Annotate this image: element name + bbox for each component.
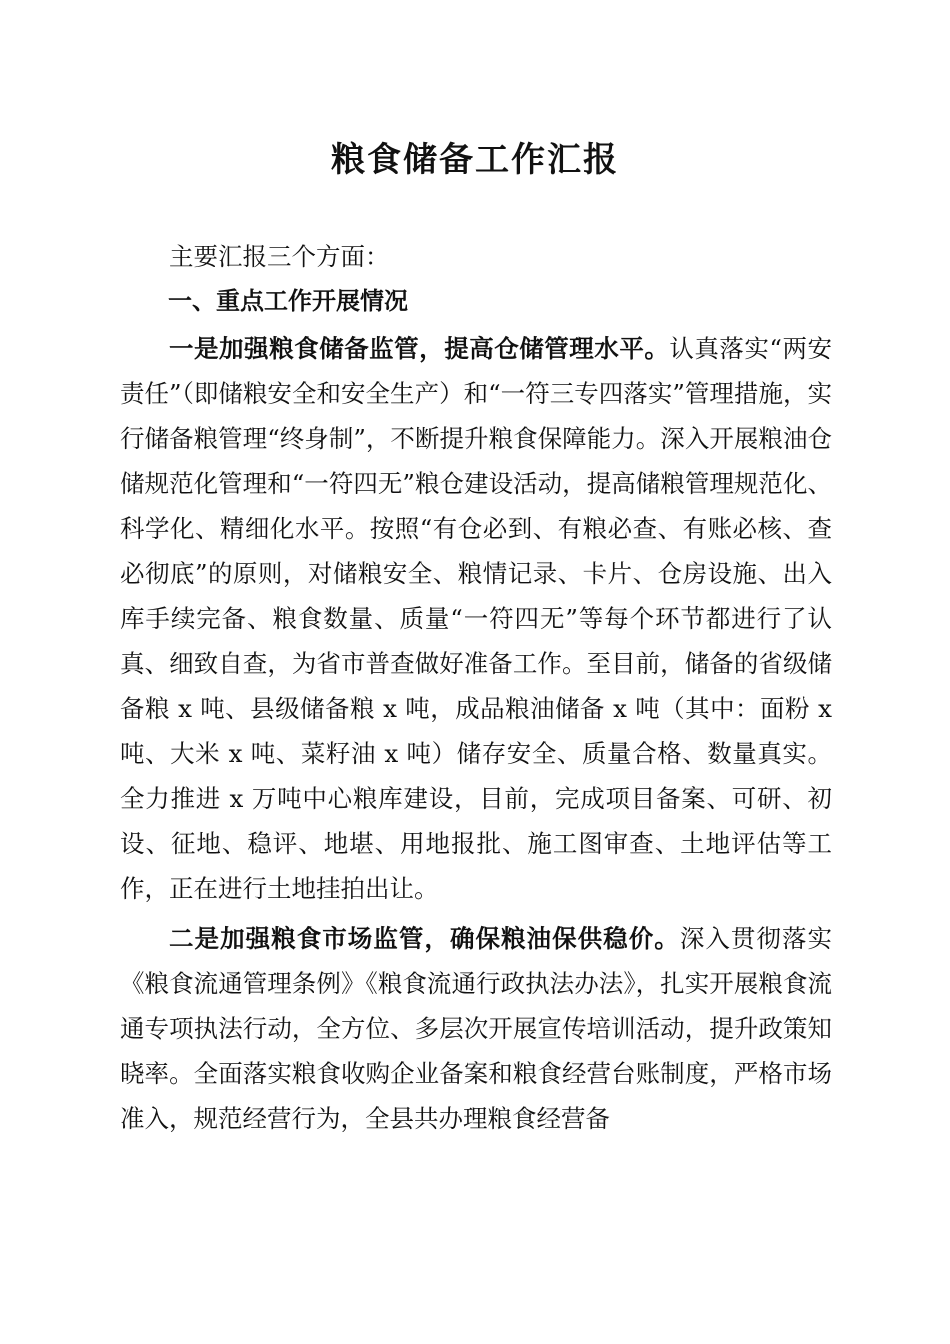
- paragraph-market-supervision: [120, 916, 832, 1141]
- section-heading: 一、重点工作开展情况: [168, 287, 408, 315]
- paragraph-storage-supervision: [120, 326, 832, 911]
- paragraph-text: 认真落实“两安责任”（即储粮安全和安全生产）和“一符三专四落实”管理措施，实行储备粮管理“终身制”，不断提升粮食保障能力。深入开展粮油仓储规范化管理和“一符四无”粮仓建设活动，提高储粮管理规范化、科学化、精细化水平。按照“有仓必到、有粮必查、有账必核、查必彻底”的原则，对储粮安全、粮情记录、卡片、仓房设施、出入库手续完备、粮食数量、质量“一符四无”等每个环节都进行了认真、细致自查，为省市普查做好准备工作。至目前，储备的省级储备粮 x 吨、县级储备粮 x 吨，成品粮油储备 x 吨（其中：面粉 x 吨、大米 x 吨、菜籽油 x 吨）储存安全、质量合格、数量真实。全力推进 x 万吨中心粮库建设，目前，完成项目备案、可研、初设、征地、稳评、地堪、用地报批、施工图审查、土地评估等工作，正在进行土地挂拍出让。: [120, 334, 832, 903]
- document-body: [120, 234, 832, 1141]
- paragraph-lead: 一是加强粮食储备监管，提高仓储管理水平。: [169, 334, 670, 363]
- paragraph-lead: 二是加强粮食市场监管，确保粮油保供稳价。: [169, 924, 680, 953]
- document-title: 粮食储备工作汇报: [331, 140, 619, 180]
- paragraph-text: 深入贯彻落实《粮食流通管理条例》《粮食流通行政执法办法》，扎实开展粮食流通专项执法行动，全方位、多层次开展宣传培训活动，提升政策知晓率。全面落实粮食收购企业备案和粮食经营台账制度，严格市场准入，规范经营行为，全县共办理粮食经营备: [120, 924, 833, 1133]
- intro-paragraph: 主要汇报三个方面：: [169, 242, 390, 271]
